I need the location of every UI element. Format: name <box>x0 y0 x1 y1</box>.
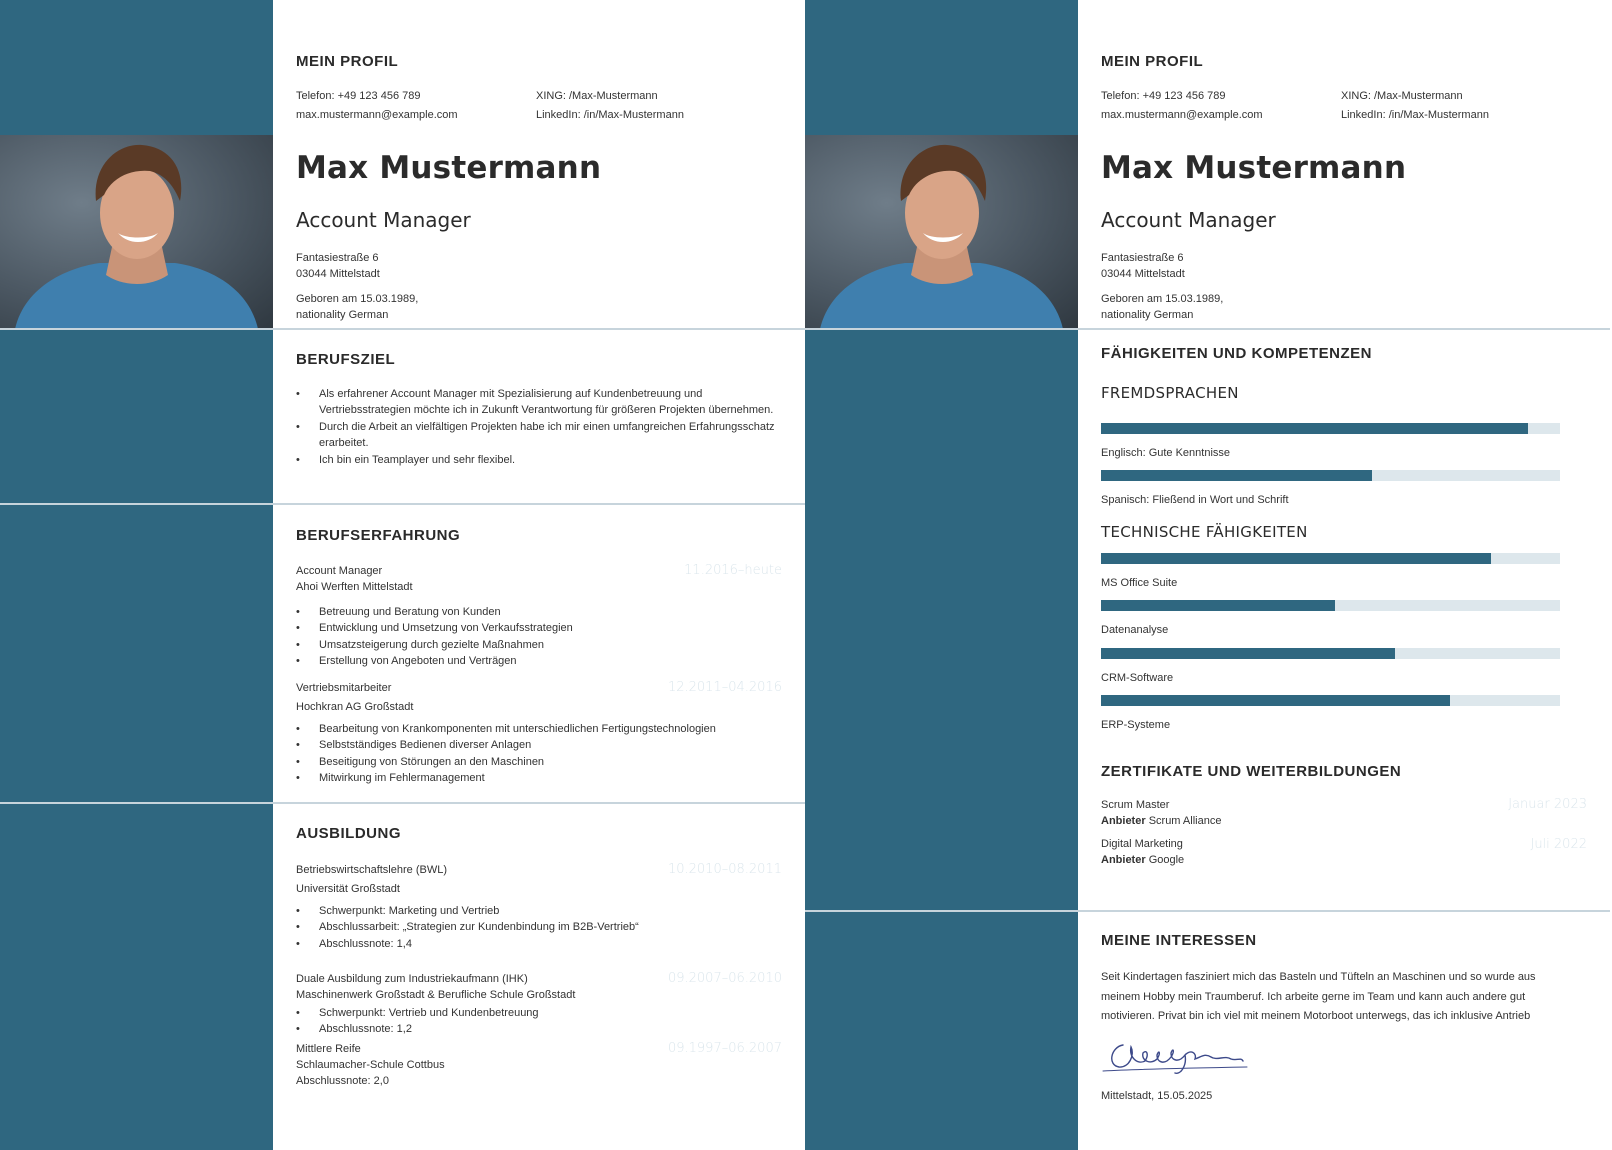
list-item: • Umsatzsteigerung durch gezielte Maßnahmen <box>296 637 786 653</box>
list-item: • Selbstständiges Bedienen diverser Anlagen <box>296 737 786 753</box>
birth-info <box>296 291 418 323</box>
certificate-title: Digital Marketing <box>1101 838 1183 850</box>
provider-label: Anbieter <box>1101 854 1146 866</box>
job-company: Hochkran AG Großstadt <box>296 701 414 713</box>
contact-right <box>536 87 684 125</box>
job-company: Ahoi Werften Mittelstadt <box>296 581 413 593</box>
languages-heading: FREMDSPRACHEN <box>1101 384 1239 402</box>
education-date: 09.1997–06.2007 <box>667 1041 782 1056</box>
person-name: Max Mustermann <box>296 150 602 186</box>
education-school: Maschinenwerk Großstadt & Berufliche Schule Großstadt <box>296 989 576 1001</box>
birth-text: Geboren am 15.03.1989, <box>296 293 419 305</box>
list-item: • Durch die Arbeit an vielfältigen Projekten habe ich mir einen umfangreichen Erfahrungsschatz erarbeitet. <box>296 419 786 452</box>
list-item: • Erstellung von Angeboten und Verträgen <box>296 653 786 669</box>
job-duties <box>296 721 786 787</box>
list-item: • Schwerpunkt: Vertrieb und Kundenbetreuung <box>296 1005 786 1021</box>
street-text: Fantasiestraße 6 <box>296 252 379 264</box>
place-date: Mittelstadt, 15.05.2025 <box>1101 1090 1213 1102</box>
skill-label: ERP-Systeme <box>1101 719 1171 731</box>
divider <box>0 328 805 330</box>
education-note: Abschlussnote: 2,0 <box>296 1075 389 1087</box>
nationality-text: nationality German <box>296 309 389 321</box>
interests-text: Seit Kindertagen fasziniert mich das Basteln und Tüfteln an Maschinen und so wurde aus meinem Hobby mein Traumberuf. Ich arbeite gerne im Team und kann auch andere gut motivieren. Privat bin ich viel mit meinem Motorboot unterwegs, das ich inklusive Antrieb <box>1101 971 1536 1022</box>
skill-bar-datenanalyse <box>1101 600 1560 611</box>
education-school: Schlaumacher-Schule Cottbus <box>296 1059 445 1071</box>
education-date: 10.2010–08.2011 <box>667 862 782 877</box>
skill-bar-fill <box>1101 553 1491 564</box>
interests-heading-wrap <box>1101 932 1591 949</box>
list-item: • Betreuung und Beratung von Kunden <box>296 604 786 620</box>
education-details <box>296 1005 786 1038</box>
list-item: • Mitwirkung im Fehlermanagement <box>296 770 786 786</box>
list-item: • Ich bin ein Teamplayer und sehr flexibel. <box>296 452 786 468</box>
education-entry <box>296 971 786 1038</box>
phone-text: Telefon: +49 123 456 789 <box>1101 90 1226 102</box>
city-text: 03044 Mittelstadt <box>296 268 380 280</box>
profile-section <box>1101 52 1203 71</box>
job-title: Account Manager <box>1101 208 1276 232</box>
skill-label: Spanisch: Fließend in Wort und Schrift <box>1101 494 1289 506</box>
profile-heading: MEIN PROFIL <box>296 53 399 70</box>
address <box>296 250 380 282</box>
xing-text: XING: /Max-Mustermann <box>1341 90 1463 102</box>
skill-bar-fill <box>1101 648 1395 659</box>
list-item: • Als erfahrener Account Manager mit Spezialisierung auf Kundenbetreuung und Vertriebsstrategien möchte ich in Zukunft Verantwortung für größeren Projekten übernehmen. <box>296 386 786 419</box>
skill-bar-erp <box>1101 695 1560 706</box>
divider <box>0 802 805 804</box>
city-text: 03044 Mittelstadt <box>1101 268 1185 280</box>
skill-label: MS Office Suite <box>1101 577 1178 589</box>
education-heading-wrap <box>296 825 786 842</box>
job-duties <box>296 604 786 670</box>
education-entry <box>296 862 786 952</box>
list-item: • Abschlussnote: 1,4 <box>296 936 786 952</box>
linkedin-text: LinkedIn: /in/Max-Mustermann <box>1341 109 1489 121</box>
email-text: max.mustermann@example.com <box>1101 109 1263 121</box>
list-item: • Schwerpunkt: Marketing und Vertrieb <box>296 903 786 919</box>
contact-right <box>1341 87 1489 125</box>
divider <box>805 910 1610 912</box>
provider-name: Scrum Alliance <box>1148 815 1222 827</box>
list-item: • Entwicklung und Umsetzung von Verkaufsstrategien <box>296 620 786 636</box>
certificate-provider <box>1101 852 1591 868</box>
skill-bar-ms-office <box>1101 553 1560 564</box>
xing-text: XING: /Max-Mustermann <box>536 90 658 102</box>
education-title: Duale Ausbildung zum Industriekaufmann (IHK) <box>296 973 528 985</box>
skill-label: Datenanalyse <box>1101 624 1169 636</box>
job-date: 11.2016–heute <box>684 563 782 578</box>
birth-text: Geboren am 15.03.1989, <box>1101 293 1224 305</box>
education-school: Universität Großstadt <box>296 883 400 895</box>
experience-heading-wrap <box>296 527 786 544</box>
education-date: 09.2007–06.2010 <box>667 971 782 986</box>
job-position: Vertriebsmitarbeiter <box>296 682 392 694</box>
contact-left <box>1101 87 1263 125</box>
list-item: • Abschlussarbeit: „Strategien zur Kundenbindung im B2B-Vertrieb“ <box>296 919 786 935</box>
skill-bar-spanish <box>1101 470 1560 481</box>
street-text: Fantasiestraße 6 <box>1101 252 1184 264</box>
skill-bar-english <box>1101 423 1560 434</box>
certificate-provider <box>1101 813 1591 829</box>
education-title: Mittlere Reife <box>296 1043 361 1055</box>
job-entry <box>296 680 786 787</box>
address <box>1101 250 1185 282</box>
education-title: Betriebswirtschaftslehre (BWL) <box>296 864 447 876</box>
certificate-title: Scrum Master <box>1101 799 1170 811</box>
certificate-date: Januar 2023 <box>1508 797 1587 812</box>
skills-heading: FÄHIGKEITEN UND KOMPETENZEN <box>1101 345 1373 362</box>
skill-bar-fill <box>1101 470 1372 481</box>
education-heading: AUSBILDUNG <box>296 825 401 842</box>
divider <box>0 503 805 505</box>
skill-bar-fill <box>1101 695 1450 706</box>
technical-heading: TECHNISCHE FÄHIGKEITEN <box>1101 523 1308 541</box>
career-goal-heading: BERUFSZIEL <box>296 351 396 368</box>
job-date: 12.2011–04.2016 <box>667 680 782 695</box>
list-item: • Bearbeitung von Krankomponenten mit unterschiedlichen Fertigungstechnologien <box>296 721 786 737</box>
list-item: • Beseitigung von Störungen an den Maschinen <box>296 754 786 770</box>
skill-label: CRM-Software <box>1101 672 1174 684</box>
profile-photo <box>0 135 273 329</box>
divider <box>805 328 1610 330</box>
certificate-entry <box>1101 797 1591 829</box>
certificate-entry <box>1101 836 1591 868</box>
education-entry <box>296 1041 786 1089</box>
skills-heading-wrap <box>1101 345 1591 362</box>
provider-label: Anbieter <box>1101 815 1146 827</box>
list-item: • Abschlussnote: 1,2 <box>296 1021 786 1037</box>
career-goal-list <box>296 386 786 468</box>
interests-heading: MEINE INTERESSEN <box>1101 932 1257 949</box>
contact-left <box>296 87 458 125</box>
profile-photo <box>805 135 1078 329</box>
job-position: Account Manager <box>296 565 383 577</box>
person-name: Max Mustermann <box>1101 150 1407 186</box>
profile-heading: MEIN PROFIL <box>1101 53 1204 70</box>
skill-bar-fill <box>1101 423 1528 434</box>
skill-bar-crm <box>1101 648 1560 659</box>
resume-page-1 <box>0 0 805 1150</box>
certificate-date: Juli 2022 <box>1530 837 1587 852</box>
career-goal-section <box>296 351 786 468</box>
certificates-heading-wrap <box>1101 763 1591 780</box>
profile-section <box>296 52 398 71</box>
provider-name: Google <box>1148 854 1185 866</box>
phone-text: Telefon: +49 123 456 789 <box>296 90 421 102</box>
education-details <box>296 903 786 952</box>
email-text: max.mustermann@example.com <box>296 109 458 121</box>
linkedin-text: LinkedIn: /in/Max-Mustermann <box>536 109 684 121</box>
job-entry <box>296 563 786 670</box>
experience-heading: BERUFSERFAHRUNG <box>296 527 461 544</box>
birth-info <box>1101 291 1223 323</box>
skill-label: Englisch: Gute Kenntnisse <box>1101 447 1231 459</box>
signature <box>1101 1035 1251 1081</box>
skill-bar-fill <box>1101 600 1335 611</box>
resume-page-2 <box>805 0 1610 1150</box>
certificates-heading: ZERTIFIKATE UND WEITERBILDUNGEN <box>1101 763 1402 780</box>
nationality-text: nationality German <box>1101 309 1194 321</box>
job-title: Account Manager <box>296 208 471 232</box>
